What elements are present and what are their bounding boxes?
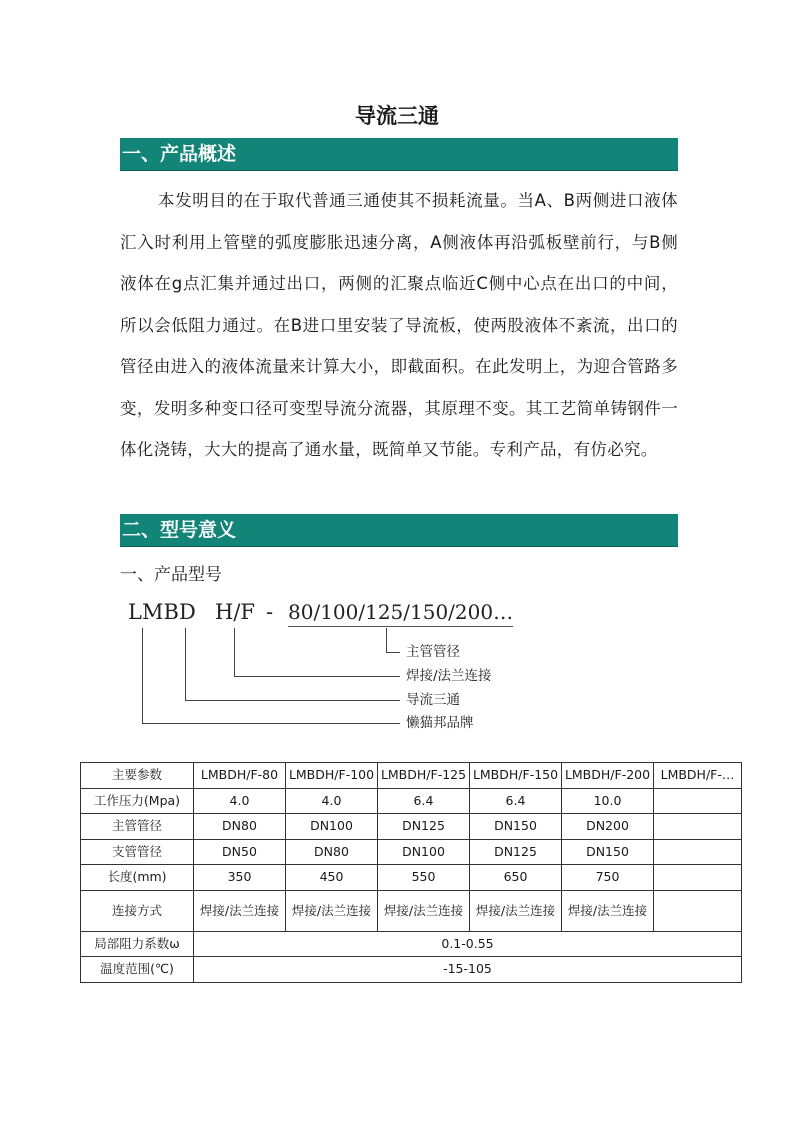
parameter-table — [80, 762, 742, 983]
table-cell: 焊接/法兰连接 — [562, 890, 654, 931]
table-cell: 温度范围(℃) — [81, 957, 194, 983]
label-brand: 懒猫邦品牌 — [406, 715, 474, 731]
table-cell: 0.1-0.55 — [194, 931, 742, 957]
table-cell: 4.0 — [194, 788, 286, 814]
model-code-sizes: 80/100/125/150/200… — [288, 598, 513, 627]
table-header-cell: LMBDH/F-200 — [562, 763, 654, 789]
table-header-cell: LMBDH/F-150 — [470, 763, 562, 789]
model-subheading: 一、产品型号 — [120, 565, 222, 585]
table-cell: 750 — [562, 865, 654, 891]
overview-paragraph: 本发明目的在于取代普通三通使其不损耗流量。当A、B两侧进口液体汇入时利用上管壁的弧度膨胀迅速分离，A侧液体再沿弧板壁前行，与B侧液体在g点汇集并通过出口，两侧的汇聚点临近C侧中心点在出口的中间，所以会低阻力通过。在B进口里安装了导流板，使两股液体不紊流，出口的管径由进入的液体流量来计算大小，即截面积。在此发明上，为迎合管路多变，发明多种变口径可变型导流分流器，其原理不变。其工艺简单铸钢件一体化浇铸，大大的提高了通水量，既简单又节能。专利产品，有仿必究。 — [120, 191, 678, 459]
table-cell: DN150 — [470, 814, 562, 840]
table-cell: 焊接/法兰连接 — [194, 890, 286, 931]
table-cell: 6.4 — [378, 788, 470, 814]
table-cell — [654, 865, 742, 891]
table-row — [81, 931, 742, 957]
table-cell: DN80 — [194, 814, 286, 840]
table-cell: DN125 — [470, 839, 562, 865]
connector-connection-vertical — [234, 628, 235, 677]
label-connection: 焊接/法兰连接 — [406, 668, 492, 684]
model-code-type: D — [179, 600, 196, 624]
connector-tee-vertical — [185, 628, 186, 701]
table-row — [81, 957, 742, 983]
table-cell — [654, 839, 742, 865]
label-tee: 导流三通 — [406, 692, 460, 708]
table-row — [81, 890, 742, 931]
table-cell: 10.0 — [562, 788, 654, 814]
table-row — [81, 839, 742, 865]
table-cell: 4.0 — [286, 788, 378, 814]
table-header-cell: 主要参数 — [81, 763, 194, 789]
connector-main-pipe-vertical — [386, 628, 387, 653]
table-cell — [654, 814, 742, 840]
table-cell: DN125 — [378, 814, 470, 840]
table-cell: 长度(mm) — [81, 865, 194, 891]
table-header-cell: LMBDH/F-100 — [286, 763, 378, 789]
section-heading-overview: 一、产品概述 — [120, 138, 678, 171]
table-cell: DN100 — [378, 839, 470, 865]
table-cell: -15-105 — [194, 957, 742, 983]
table-cell: 350 — [194, 865, 286, 891]
connector-connection-horizontal — [234, 676, 400, 677]
page-title: 导流三通 — [355, 104, 439, 128]
table-cell: 工作压力(Mpa) — [81, 788, 194, 814]
table-cell: 450 — [286, 865, 378, 891]
section-heading-model: 二、型号意义 — [120, 514, 678, 547]
model-code-connection: H/F — [215, 600, 255, 624]
model-code-brand: LMB — [128, 600, 179, 624]
table-cell — [654, 890, 742, 931]
table-cell: DN80 — [286, 839, 378, 865]
connector-brand-horizontal — [142, 723, 400, 724]
table-cell: DN200 — [562, 814, 654, 840]
table-cell — [654, 788, 742, 814]
table-header-cell: LMBDH/F-80 — [194, 763, 286, 789]
table-cell: 650 — [470, 865, 562, 891]
model-code-dash: - — [266, 600, 274, 624]
table-cell: DN150 — [562, 839, 654, 865]
connector-brand-vertical — [142, 628, 143, 724]
connector-tee-horizontal — [185, 700, 400, 701]
table-cell: DN50 — [194, 839, 286, 865]
table-header-row — [81, 763, 742, 789]
table-cell: 6.4 — [470, 788, 562, 814]
table-cell: 550 — [378, 865, 470, 891]
table-cell: 焊接/法兰连接 — [378, 890, 470, 931]
connector-main-pipe-horizontal — [386, 652, 400, 653]
table-cell: 焊接/法兰连接 — [470, 890, 562, 931]
table-cell: 焊接/法兰连接 — [286, 890, 378, 931]
label-main-pipe: 主管管径 — [406, 644, 460, 660]
table-cell: DN100 — [286, 814, 378, 840]
table-row — [81, 788, 742, 814]
table-cell: 支管管径 — [81, 839, 194, 865]
table-cell: 主管管径 — [81, 814, 194, 840]
table-cell: 连接方式 — [81, 890, 194, 931]
table-row — [81, 814, 742, 840]
table-header-cell: LMBDH/F-… — [654, 763, 742, 789]
table-cell: 局部阻力系数ω — [81, 931, 194, 957]
table-header-cell: LMBDH/F-125 — [378, 763, 470, 789]
table-row — [81, 865, 742, 891]
